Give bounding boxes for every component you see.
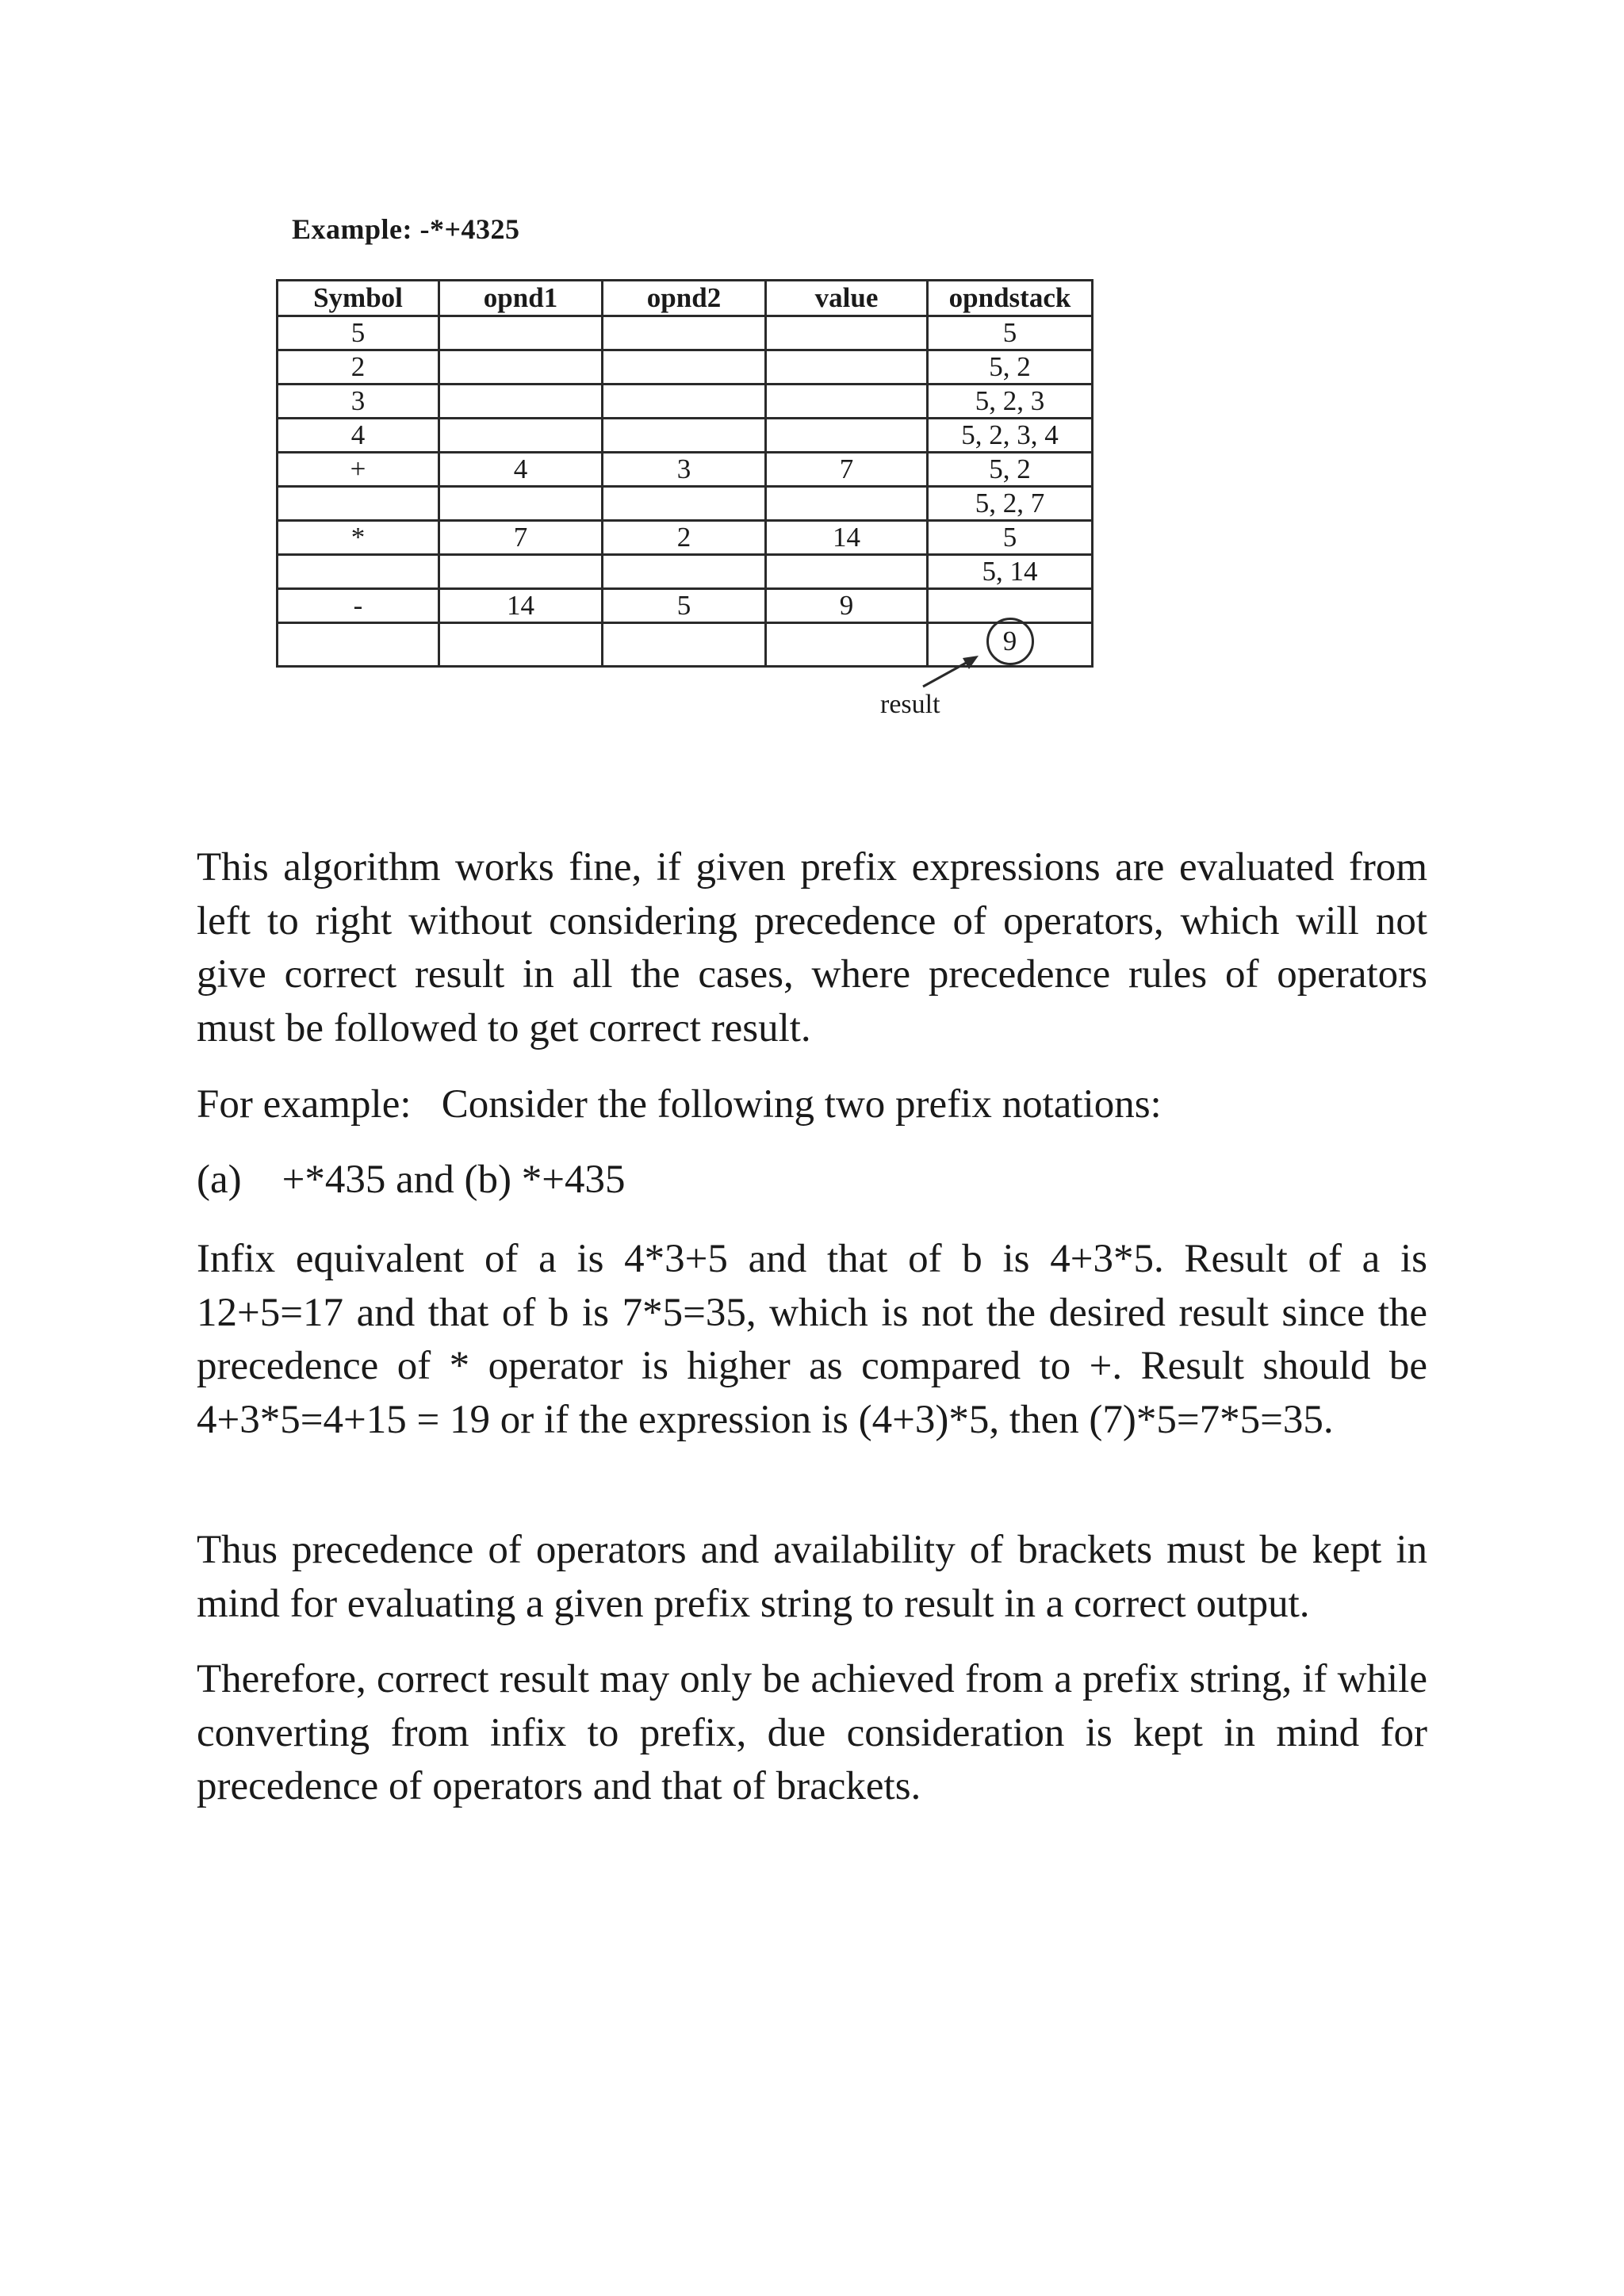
evaluation-trace-table: [276, 279, 1094, 668]
header-opnd2: opnd2: [603, 281, 766, 316]
cell-opndstack: 5, 2: [928, 453, 1093, 487]
table-header-row: [278, 281, 1093, 316]
circled-result-value: 9: [986, 618, 1034, 665]
table-row: [278, 453, 1093, 487]
cell-opnd2: 3: [603, 453, 766, 487]
cell-symbol: [278, 623, 439, 667]
paragraph-algorithm-note: This algorithm works fine, if given prefix expressions are evaluated from left to right without considering precedence of operators, which will not give correct result in all the cases, where precedence rules of operators must be followed to get correct result.: [197, 845, 1427, 1050]
cell-symbol: *: [278, 521, 439, 555]
cell-value: [766, 419, 928, 453]
paragraph-example-intro: For example: Consider the following two prefix notations:: [197, 1082, 1162, 1127]
cell-opnd1: 14: [439, 589, 603, 623]
cell-value: [766, 623, 928, 667]
cell-symbol: [278, 555, 439, 589]
cell-value: [766, 487, 928, 521]
cell-opnd2: [603, 555, 766, 589]
cell-opnd1: [439, 350, 603, 385]
cell-value: [766, 350, 928, 385]
cell-opndstack: 5, 14: [928, 555, 1093, 589]
header-opnd1: opnd1: [439, 281, 603, 316]
cell-opndstack: 5, 2, 3, 4: [928, 419, 1093, 453]
cell-opnd2: [603, 419, 766, 453]
table-row: [278, 487, 1093, 521]
cell-opndstack: 5, 2, 7: [928, 487, 1093, 521]
table-row: [278, 555, 1093, 589]
header-symbol: Symbol: [278, 281, 439, 316]
cell-opnd2: 5: [603, 589, 766, 623]
paragraph-prefix-notations: (a) +*435 and (b) *+435: [197, 1158, 626, 1202]
cell-opndstack: 5, 2, 3: [928, 385, 1093, 419]
table-row: [278, 350, 1093, 385]
cell-opnd1: [439, 555, 603, 589]
cell-symbol: 3: [278, 385, 439, 419]
cell-opnd2: [603, 487, 766, 521]
cell-symbol: 4: [278, 419, 439, 453]
table-row: [278, 316, 1093, 350]
cell-symbol: [278, 487, 439, 521]
cell-value: [766, 316, 928, 350]
cell-opnd2: [603, 316, 766, 350]
paragraph-precedence: Thus precedence of operators and availability of brackets must be kept in mind for evaluating a given prefix string to result in a correct output.: [197, 1528, 1427, 1626]
cell-opnd1: [439, 419, 603, 453]
header-opndstack: opndstack: [928, 281, 1093, 316]
cell-opnd1: [439, 487, 603, 521]
cell-opnd1: [439, 623, 603, 667]
cell-symbol: 2: [278, 350, 439, 385]
cell-opndstack: 5, 2: [928, 350, 1093, 385]
cell-opnd1: [439, 385, 603, 419]
result-arrow-icon: [920, 652, 983, 691]
table-row: [278, 385, 1093, 419]
table-row: [278, 521, 1093, 555]
cell-value: [766, 555, 928, 589]
cell-value: 7: [766, 453, 928, 487]
header-value: value: [766, 281, 928, 316]
cell-symbol: 5: [278, 316, 439, 350]
cell-value: 14: [766, 521, 928, 555]
paragraph-conclusion: Therefore, correct result may only be achieved from a prefix string, if while converting from infix to prefix, due consideration is kept in mind for precedence of operators and that of brackets.: [197, 1657, 1427, 1808]
cell-opnd1: 4: [439, 453, 603, 487]
cell-opnd2: [603, 350, 766, 385]
cell-opnd1: 7: [439, 521, 603, 555]
cell-opnd2: [603, 385, 766, 419]
table-row: [278, 589, 1093, 623]
result-label: result: [880, 690, 940, 719]
paragraph-infix-equivalent: Infix equivalent of a is 4*3+5 and that of b is 4+3*5. Result of a is 12+5=17 and that of b is 7*5=35, which is not the desired result since the precedence of * operator is higher as compared to +. Result should be 4+3*5=4+15 = 19 or if the expression is (4+3)*5, then (7)*5=7*5=35.: [197, 1237, 1427, 1442]
cell-value: 9: [766, 589, 928, 623]
cell-opnd1: [439, 316, 603, 350]
cell-opnd2: [603, 623, 766, 667]
cell-value: [766, 385, 928, 419]
cell-opndstack: 5: [928, 316, 1093, 350]
table-row: [278, 419, 1093, 453]
cell-symbol: -: [278, 589, 439, 623]
example-title: Example: -*+4325: [292, 213, 520, 245]
cell-opnd2: 2: [603, 521, 766, 555]
cell-symbol: +: [278, 453, 439, 487]
cell-opndstack: 5: [928, 521, 1093, 555]
